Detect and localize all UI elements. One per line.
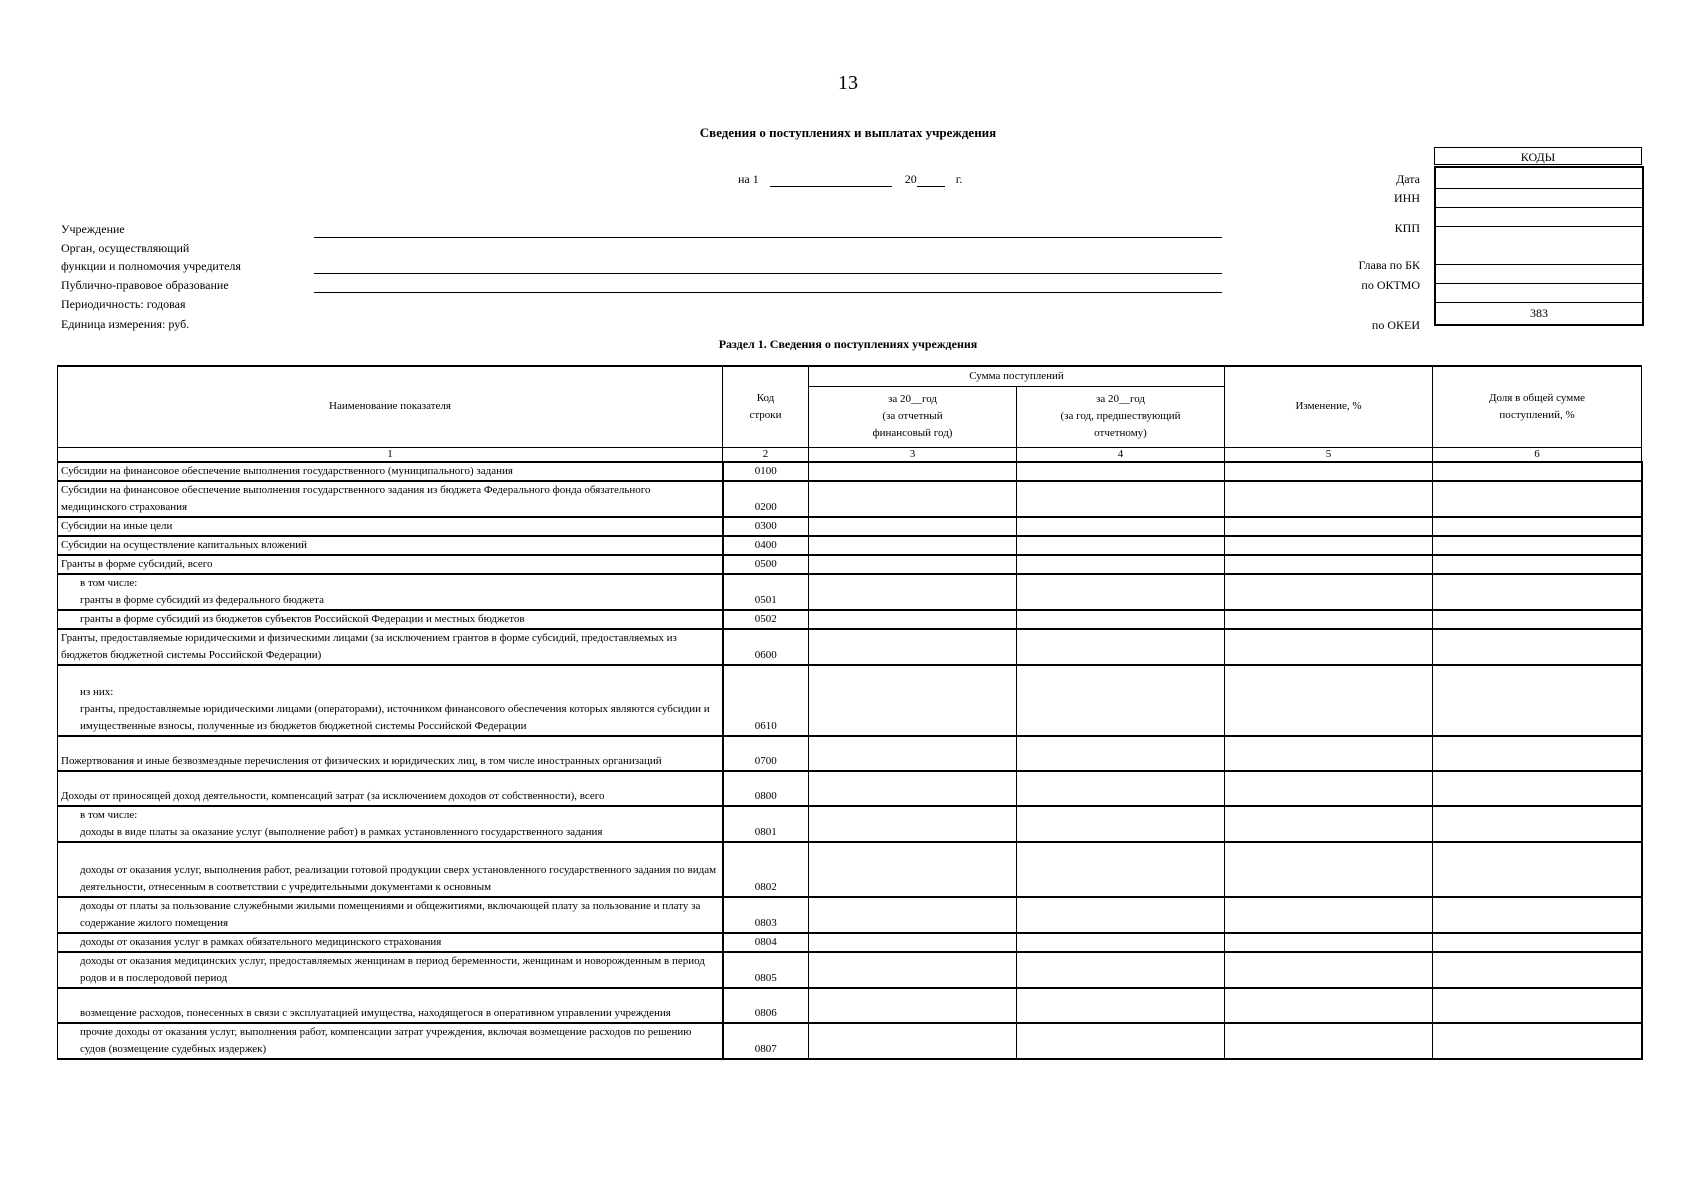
cell-current-year[interactable]	[809, 736, 1017, 771]
cell-change[interactable]	[1225, 806, 1433, 842]
cell-current-year[interactable]	[809, 555, 1017, 574]
cell-previous-year[interactable]	[1017, 517, 1225, 536]
cell-share[interactable]	[1433, 574, 1642, 610]
row-name: Гранты, предоставляемые юридическими и физическими лицами (за исключением грантов в форме субсидий, предоставляемых из бюджетов бюджетной системы Российской Федерации)	[58, 629, 723, 665]
table-row	[58, 736, 1642, 771]
row-code: 0801	[723, 806, 809, 842]
col-number: 6	[1433, 447, 1642, 462]
cell-current-year[interactable]	[809, 1023, 1017, 1059]
document-title: Сведения о поступлениях и выплатах учреждения	[699, 125, 997, 140]
row-name: Пожертвования и иные безвозмездные перечисления от физических и юридических лиц, в том числе иностранных организаций	[58, 736, 723, 771]
cell-current-year[interactable]	[809, 952, 1017, 988]
cell-change[interactable]	[1225, 952, 1433, 988]
cell-current-year[interactable]	[809, 933, 1017, 952]
label-bk-head: Глава по БК	[1358, 258, 1420, 272]
cell-previous-year[interactable]	[1017, 629, 1225, 665]
row-name: Гранты в форме субсидий, всего	[58, 555, 723, 574]
cell-share[interactable]	[1433, 665, 1642, 736]
cell-current-year[interactable]	[809, 771, 1017, 806]
cell-previous-year[interactable]	[1017, 665, 1225, 736]
cell-share[interactable]	[1433, 933, 1642, 952]
row-code: 0200	[723, 481, 809, 517]
row-name: прочие доходы от оказания услуг, выполнения работ, компенсации затрат учреждения, включая возмещение расходов по решению судов (возмещение судебных издержек)	[58, 1023, 723, 1059]
cell-current-year[interactable]	[809, 481, 1017, 517]
label-kpp: КПП	[1394, 221, 1420, 235]
label-institution: Учреждение	[61, 222, 125, 236]
row-code: 0803	[723, 897, 809, 933]
table-row	[58, 933, 1642, 952]
cell-previous-year[interactable]	[1017, 988, 1225, 1023]
row-code: 0610	[723, 665, 809, 736]
row-name: доходы от оказания услуг, выполнения работ, реализации готовой продукции сверх установленного государственного задания по видам деятельности, отнесенным в соответствии с учредительными документами к основным	[58, 842, 723, 897]
cell-change[interactable]	[1225, 897, 1433, 933]
cell-change[interactable]	[1225, 536, 1433, 555]
cell-previous-year[interactable]	[1017, 771, 1225, 806]
row-name: Субсидии на финансовое обеспечение выполнения государственного (муниципального) задания	[58, 462, 723, 481]
cell-previous-year[interactable]	[1017, 536, 1225, 555]
table-row	[58, 952, 1642, 988]
cell-share[interactable]	[1433, 481, 1642, 517]
cell-change[interactable]	[1225, 988, 1433, 1023]
cell-share[interactable]	[1433, 629, 1642, 665]
row-name: доходы от платы за пользование служебными жилыми помещениями и общежитиями, включающей плату за пользование и плату за содержание жилого помещения	[58, 897, 723, 933]
cell-change[interactable]	[1225, 462, 1433, 481]
col-number: 4	[1017, 447, 1225, 462]
cell-previous-year[interactable]	[1017, 952, 1225, 988]
col-number: 3	[809, 447, 1017, 462]
cell-previous-year[interactable]	[1017, 842, 1225, 897]
cell-change[interactable]	[1225, 574, 1433, 610]
page-number: 13	[838, 72, 858, 94]
cell-previous-year[interactable]	[1017, 462, 1225, 481]
cell-current-year[interactable]	[809, 897, 1017, 933]
label-oktmo: по ОКТМО	[1361, 278, 1420, 292]
row-code: 0805	[723, 952, 809, 988]
cell-change[interactable]	[1225, 842, 1433, 897]
col-number: 2	[723, 447, 809, 462]
cell-current-year[interactable]	[809, 536, 1017, 555]
table-row	[58, 988, 1642, 1023]
cell-change[interactable]	[1225, 555, 1433, 574]
cell-share[interactable]	[1433, 842, 1642, 897]
table-row	[58, 665, 1642, 736]
header-change: Изменение, %	[1225, 366, 1433, 447]
cell-current-year[interactable]	[809, 462, 1017, 481]
table-row	[58, 462, 1642, 481]
col-number: 1	[58, 447, 723, 462]
row-name: Доходы от приносящей доход деятельности, компенсаций затрат (за исключением доходов от собственности), всего	[58, 771, 723, 806]
table-row	[58, 629, 1642, 665]
row-code: 0806	[723, 988, 809, 1023]
cell-previous-year[interactable]	[1017, 1023, 1225, 1059]
table-row	[58, 517, 1642, 536]
cell-previous-year[interactable]	[1017, 736, 1225, 771]
row-name: возмещение расходов, понесенных в связи с эксплуатацией имущества, находящегося в оперативном управлении учреждения	[58, 988, 723, 1023]
row-code: 0804	[723, 933, 809, 952]
cell-previous-year[interactable]	[1017, 555, 1225, 574]
cell-previous-year[interactable]	[1017, 897, 1225, 933]
table-row	[58, 842, 1642, 897]
row-code: 0800	[723, 771, 809, 806]
code-extra-cell[interactable]	[1436, 284, 1642, 303]
cell-share[interactable]	[1433, 736, 1642, 771]
header-code: Код строки	[723, 366, 809, 447]
row-name: в том числе: гранты в форме субсидий из федерального бюджета	[58, 574, 723, 610]
cell-change[interactable]	[1225, 933, 1433, 952]
label-public-entity: Публично-правовое образование	[61, 278, 229, 292]
label-date: Дата	[1396, 172, 1420, 186]
row-code: 0501	[723, 574, 809, 610]
cell-previous-year[interactable]	[1017, 806, 1225, 842]
cell-current-year[interactable]	[809, 665, 1017, 736]
cell-share[interactable]	[1433, 897, 1642, 933]
cell-current-year[interactable]	[809, 610, 1017, 629]
cell-share[interactable]	[1433, 988, 1642, 1023]
row-name: Субсидии на осуществление капитальных вложений	[58, 536, 723, 555]
founder-field[interactable]	[314, 273, 1222, 274]
cell-share[interactable]	[1433, 771, 1642, 806]
row-code: 0600	[723, 629, 809, 665]
public-entity-field[interactable]	[314, 292, 1222, 293]
label-periodicity: Периодичность: годовая	[61, 297, 186, 311]
codes-box	[1434, 166, 1644, 326]
cell-current-year[interactable]	[809, 629, 1017, 665]
code-date-cell[interactable]	[1436, 168, 1642, 189]
label-inn: ИНН	[1394, 191, 1420, 205]
cell-current-year[interactable]	[809, 988, 1017, 1023]
row-name: из них: гранты, предоставляемые юридическими лицами (операторами), источником финансового обеспечения которых являются субсидии и имущественные взносы, полученные из бюджетов бюджетной системы Российской Федерации	[58, 665, 723, 736]
cell-change[interactable]	[1225, 517, 1433, 536]
cell-share[interactable]	[1433, 536, 1642, 555]
label-founder-1: Орган, осуществляющий	[61, 241, 190, 255]
codes-header: КОДЫ	[1434, 147, 1642, 165]
cell-change[interactable]	[1225, 629, 1433, 665]
row-name: доходы от оказания услуг в рамках обязательного медицинского страхования	[58, 933, 723, 952]
cell-change[interactable]	[1225, 610, 1433, 629]
table-row	[58, 806, 1642, 842]
row-name: в том числе: доходы в виде платы за оказание услуг (выполнение работ) в рамках установленного государственного задания	[58, 806, 723, 842]
report-date-line	[738, 172, 962, 187]
table-row	[58, 1023, 1642, 1059]
cell-change[interactable]	[1225, 771, 1433, 806]
code-kpp-cell[interactable]	[1436, 208, 1642, 227]
row-code: 0100	[723, 462, 809, 481]
col-number: 5	[1225, 447, 1433, 462]
cell-previous-year[interactable]	[1017, 574, 1225, 610]
table-row	[58, 771, 1642, 806]
cell-current-year[interactable]	[809, 517, 1017, 536]
code-okei-cell: 383	[1530, 306, 1548, 320]
label-okei: по ОКЕИ	[1371, 318, 1420, 332]
date-prefix: на 1	[738, 172, 759, 186]
date-suffix: г.	[955, 172, 963, 186]
header-previous-year: за 20__год (за год, предшествующий отчетному)	[1017, 386, 1225, 447]
cell-share[interactable]	[1433, 462, 1642, 481]
row-code: 0700	[723, 736, 809, 771]
cell-current-year[interactable]	[809, 806, 1017, 842]
row-code: 0400	[723, 536, 809, 555]
row-code: 0502	[723, 610, 809, 629]
date-year-field[interactable]	[917, 174, 945, 187]
cell-share[interactable]	[1433, 1023, 1642, 1059]
cell-share[interactable]	[1433, 555, 1642, 574]
section-title: Раздел 1. Сведения о поступлениях учреждения	[718, 337, 978, 351]
table-row	[58, 897, 1642, 933]
header-current-year: за 20__год (за отчетный финансовый год)	[809, 386, 1017, 447]
cell-share[interactable]	[1433, 610, 1642, 629]
cell-previous-year[interactable]	[1017, 610, 1225, 629]
cell-share[interactable]	[1433, 517, 1642, 536]
institution-field[interactable]	[314, 237, 1222, 238]
code-bk-cell[interactable]	[1436, 227, 1642, 265]
table-row	[58, 481, 1642, 517]
code-oktmo-cell[interactable]	[1436, 265, 1642, 284]
row-name: гранты в форме субсидий из бюджетов субъектов Российской Федерации и местных бюджетов	[58, 610, 723, 629]
receipts-table	[57, 365, 1643, 1060]
header-sum-group: Сумма поступлений	[809, 366, 1225, 386]
cell-change[interactable]	[1225, 736, 1433, 771]
cell-change[interactable]	[1225, 665, 1433, 736]
row-code: 0807	[723, 1023, 809, 1059]
cell-current-year[interactable]	[809, 842, 1017, 897]
cell-current-year[interactable]	[809, 574, 1017, 610]
cell-share[interactable]	[1433, 952, 1642, 988]
cell-previous-year[interactable]	[1017, 481, 1225, 517]
header-share: Доля в общей сумме поступлений, %	[1433, 366, 1642, 447]
row-code: 0500	[723, 555, 809, 574]
cell-share[interactable]	[1433, 806, 1642, 842]
table-row	[58, 536, 1642, 555]
label-unit: Единица измерения: руб.	[61, 317, 190, 331]
row-code: 0300	[723, 517, 809, 536]
code-inn-cell[interactable]	[1436, 189, 1642, 208]
row-name: Субсидии на финансовое обеспечение выполнения государственного задания из бюджета Федерального фонда обязательного медицинского страхования	[58, 481, 723, 517]
table-row	[58, 555, 1642, 574]
label-founder-2: функции и полномочия учредителя	[61, 259, 241, 273]
cell-change[interactable]	[1225, 1023, 1433, 1059]
date-day-month-field[interactable]	[770, 174, 892, 187]
row-name: доходы от оказания медицинских услуг, предоставляемых женщинам в период беременности, женщинам и новорожденным в период родов и в послеродовой период	[58, 952, 723, 988]
table-row	[58, 610, 1642, 629]
row-code: 0802	[723, 842, 809, 897]
date-year-prefix: 20	[904, 172, 917, 186]
header-name: Наименование показателя	[58, 366, 723, 447]
cell-change[interactable]	[1225, 481, 1433, 517]
cell-previous-year[interactable]	[1017, 933, 1225, 952]
row-name: Субсидии на иные цели	[58, 517, 723, 536]
table-row	[58, 574, 1642, 610]
